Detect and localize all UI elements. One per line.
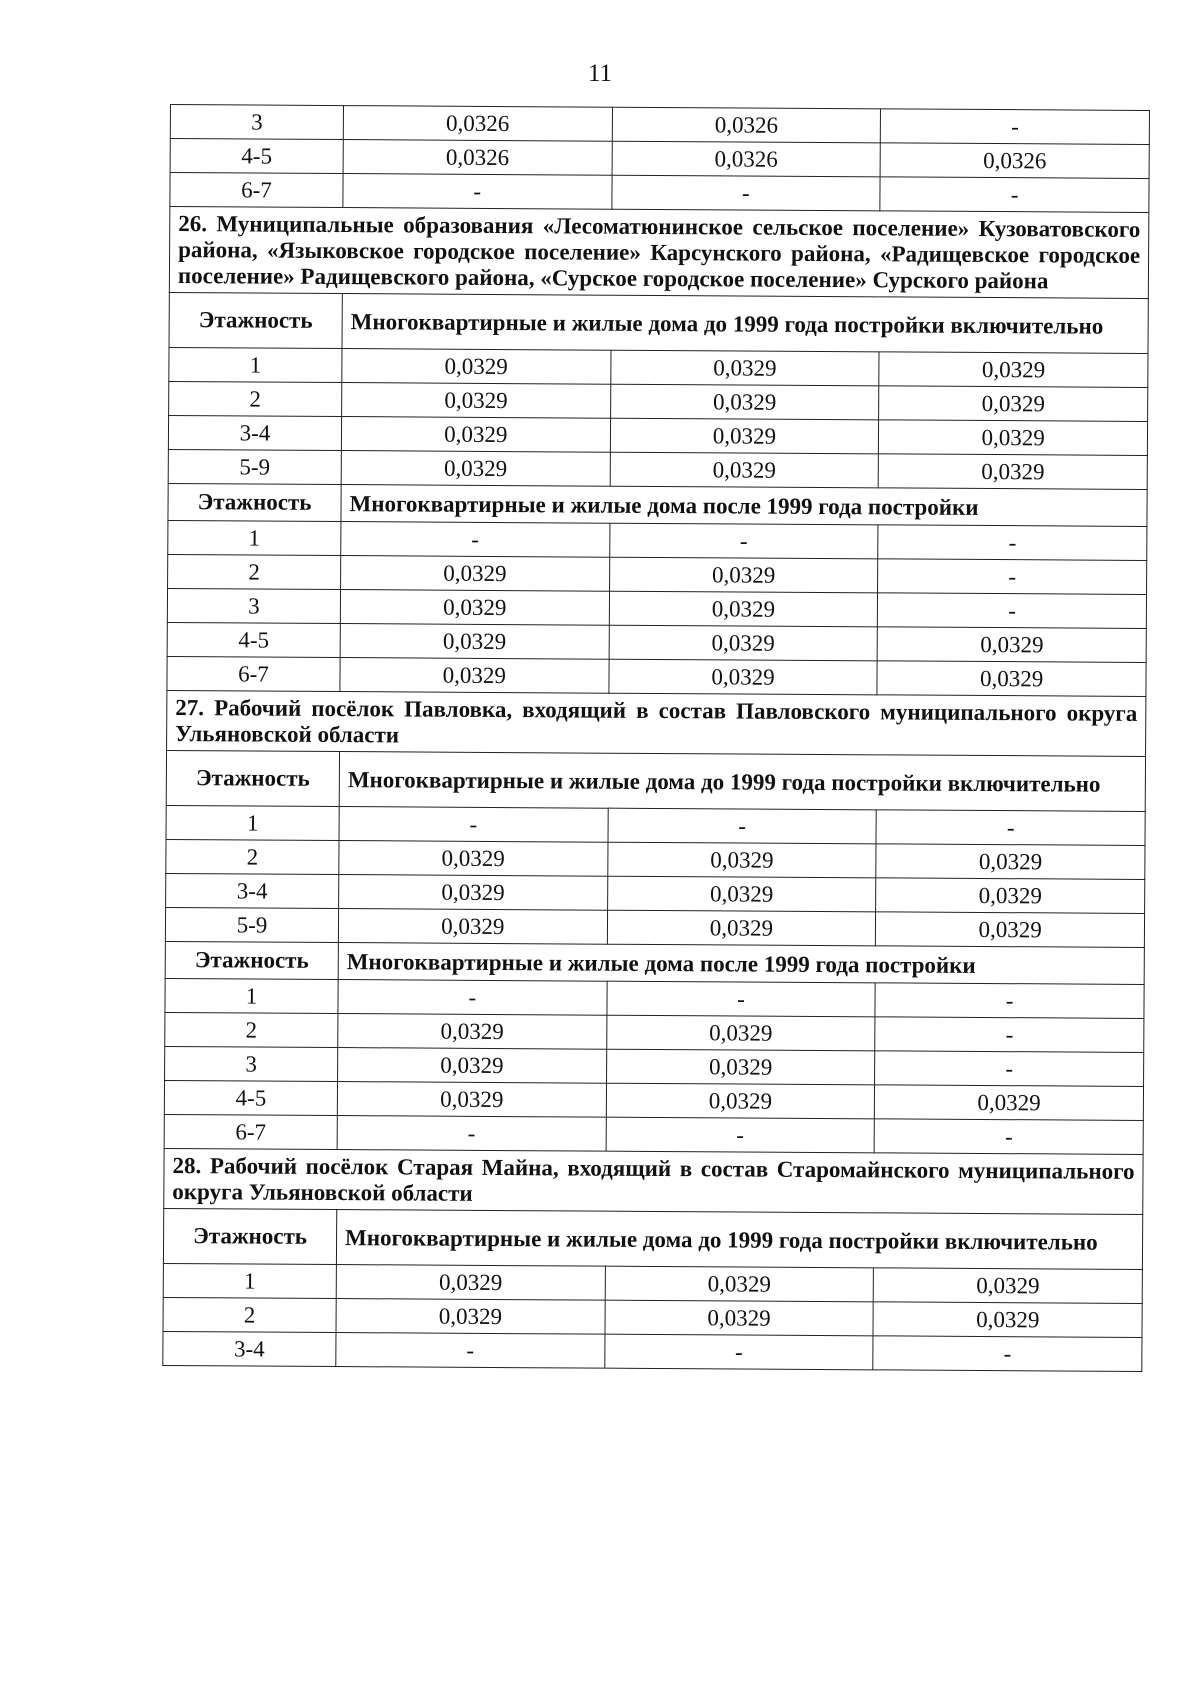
value-cell: 0,0329: [338, 1048, 607, 1084]
value-cell: 0,0329: [879, 352, 1148, 388]
section-title-row: [169, 207, 1149, 299]
value-cell: -: [343, 174, 612, 210]
floors-cell: 1: [166, 805, 339, 840]
value-cell: 0,0329: [875, 1085, 1144, 1121]
floors-cell: 4-5: [164, 1080, 337, 1115]
value-cell: 0,0326: [612, 107, 881, 143]
value-cell: 0,0329: [606, 1083, 875, 1119]
floors-header: Этажность: [169, 292, 342, 348]
floors-cell: 6-7: [164, 1114, 337, 1149]
floors-cell: 3: [165, 1046, 338, 1081]
value-cell: 0,0329: [607, 842, 876, 878]
value-cell: -: [609, 523, 878, 559]
section-title-row: [167, 690, 1146, 756]
value-cell: 0,0329: [341, 556, 610, 592]
value-cell: 0,0329: [874, 1268, 1143, 1304]
value-cell: 0,0329: [877, 661, 1146, 697]
building-type-header: Многоквартирные и жилые дома до 1999 года постройки включительно: [336, 1210, 1142, 1270]
value-cell: -: [873, 1336, 1142, 1372]
block-header-row: [169, 292, 1148, 353]
value-cell: 0,0329: [876, 878, 1145, 914]
value-cell: 0,0329: [609, 557, 878, 593]
value-cell: 0,0329: [337, 1082, 606, 1118]
value-cell: 0,0329: [341, 417, 610, 453]
value-cell: 0,0326: [880, 143, 1149, 179]
value-cell: -: [878, 525, 1147, 561]
floors-header: Этажность: [165, 941, 338, 979]
floors-cell: 5-9: [168, 449, 341, 484]
floors-cell: 2: [169, 381, 342, 416]
floors-cell: 3-4: [166, 873, 339, 908]
value-cell: -: [881, 109, 1150, 145]
value-cell: -: [875, 983, 1144, 1019]
value-cell: -: [875, 1017, 1144, 1053]
floors-cell: 1: [163, 1263, 336, 1298]
value-cell: 0,0329: [607, 910, 876, 946]
block-header-row: [166, 750, 1145, 811]
value-cell: 0,0329: [340, 624, 609, 660]
value-cell: 0,0329: [879, 420, 1148, 456]
value-cell: -: [878, 593, 1147, 629]
value-cell: -: [338, 980, 607, 1016]
floors-cell: 6-7: [167, 656, 340, 691]
section-title-row: [164, 1148, 1143, 1214]
value-cell: 0,0329: [605, 1300, 874, 1336]
floors-cell: 1: [168, 520, 341, 555]
value-cell: -: [880, 177, 1149, 213]
page-number: 11: [587, 60, 613, 87]
block-header-row: [165, 941, 1144, 984]
value-cell: 0,0329: [609, 625, 878, 661]
value-cell: 0,0329: [606, 1015, 875, 1051]
value-cell: 0,0326: [343, 106, 612, 142]
value-cell: 0,0326: [612, 141, 881, 177]
value-cell: 0,0329: [609, 659, 878, 695]
floors-cell: 4-5: [170, 139, 343, 174]
value-cell: 0,0329: [878, 454, 1147, 490]
value-cell: 0,0329: [339, 841, 608, 877]
floors-cell: 2: [165, 1012, 338, 1047]
value-cell: 0,0329: [876, 844, 1145, 880]
building-type-header: Многоквартирные и жилые дома после 1999 года постройки: [341, 485, 1147, 527]
floors-cell: 3-4: [168, 415, 341, 450]
floors-cell: 3: [170, 105, 343, 140]
floors-header: Этажность: [166, 750, 339, 806]
block-header-row: [168, 483, 1147, 526]
value-cell: -: [608, 808, 877, 844]
section-title: 28. Рабочий посёлок Старая Майна, входящий в состав Старомайнского муниципального округа Ульяновской области: [164, 1148, 1143, 1214]
value-cell: 0,0329: [873, 1302, 1142, 1338]
value-cell: 0,0329: [610, 384, 879, 420]
floors-cell: 3: [167, 588, 340, 623]
floors-cell: 3-4: [163, 1331, 336, 1366]
value-cell: -: [878, 559, 1147, 595]
value-cell: 0,0326: [343, 140, 612, 176]
value-cell: 0,0329: [336, 1265, 605, 1301]
floors-cell: 5-9: [165, 907, 338, 942]
value-cell: 0,0329: [342, 349, 611, 385]
value-cell: 0,0329: [340, 658, 609, 694]
value-cell: -: [604, 1334, 873, 1370]
value-cell: -: [339, 807, 608, 843]
building-type-header: Многоквартирные и жилые дома до 1999 года постройки включительно: [342, 294, 1148, 354]
value-cell: 0,0329: [605, 1266, 874, 1302]
floors-cell: 2: [163, 1297, 336, 1332]
floors-cell: 1: [169, 347, 342, 382]
value-cell: -: [612, 175, 881, 211]
block-header-row: [163, 1208, 1142, 1269]
floors-header: Этажность: [163, 1208, 336, 1264]
floors-cell: 2: [168, 554, 341, 589]
building-type-header: Многоквартирные и жилые дома после 1999 года постройки: [338, 943, 1144, 985]
value-cell: 0,0329: [876, 912, 1145, 948]
value-cell: 0,0329: [336, 1299, 605, 1335]
value-cell: 0,0329: [338, 1014, 607, 1050]
value-cell: 0,0329: [879, 386, 1148, 422]
value-cell: -: [874, 1119, 1143, 1155]
value-cell: 0,0329: [877, 627, 1146, 663]
value-cell: 0,0329: [606, 1049, 875, 1085]
value-cell: 0,0329: [609, 591, 878, 627]
section-title: 26. Муниципальные образования «Лесоматюнинское сельское поселение» Кузоватовского района, «Языковское городское поселение» Карсунского района, «Радищевское городское поселение» Радищевского района, «Сурское городское поселение» Сурского района: [169, 207, 1149, 299]
floors-header: Этажность: [168, 483, 341, 521]
value-cell: 0,0329: [610, 350, 879, 386]
value-cell: 0,0329: [342, 383, 611, 419]
value-cell: -: [606, 1117, 875, 1153]
value-cell: 0,0329: [610, 452, 879, 488]
tariff-table: [162, 104, 1150, 1372]
value-cell: -: [337, 1116, 606, 1152]
building-type-header: Многоквартирные и жилые дома до 1999 года постройки включительно: [339, 752, 1145, 812]
floors-cell: 1: [165, 978, 338, 1013]
table-row: [163, 1331, 1142, 1371]
value-cell: 0,0329: [338, 909, 607, 945]
value-cell: 0,0329: [610, 418, 879, 454]
value-cell: -: [607, 981, 876, 1017]
value-cell: 0,0329: [607, 876, 876, 912]
value-cell: -: [341, 522, 610, 558]
value-cell: 0,0329: [341, 451, 610, 487]
value-cell: -: [875, 1051, 1144, 1087]
floors-cell: 6-7: [170, 173, 343, 208]
value-cell: -: [336, 1333, 605, 1369]
value-cell: -: [876, 810, 1145, 846]
floors-cell: 4-5: [167, 622, 340, 657]
value-cell: 0,0329: [340, 590, 609, 626]
floors-cell: 2: [166, 839, 339, 874]
value-cell: 0,0329: [339, 875, 608, 911]
section-title: 27. Рабочий посёлок Павловка, входящий в состав Павловского муниципального округа Ульяновской области: [167, 690, 1146, 756]
